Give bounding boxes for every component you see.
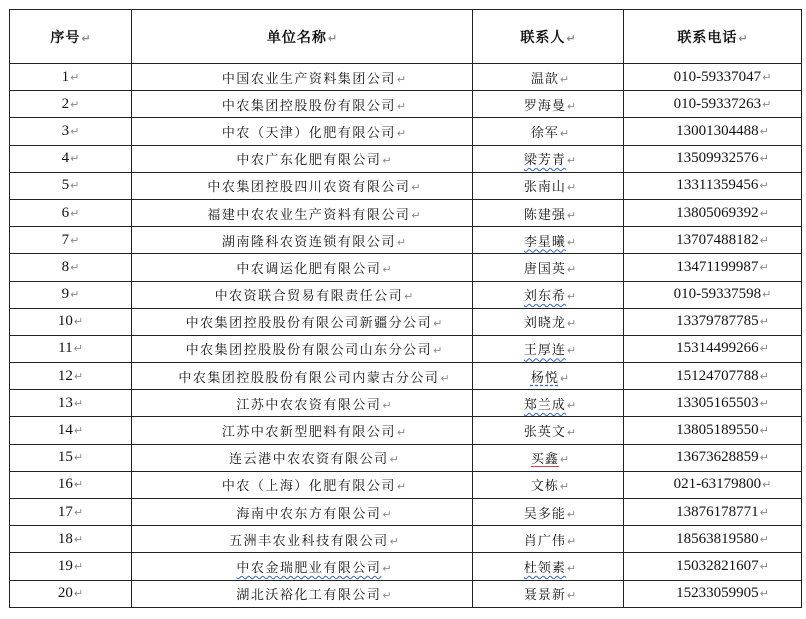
cell-index — [10, 526, 132, 553]
cell-index-text: 17 — [57, 503, 73, 520]
return-mark: ↵ — [73, 478, 84, 492]
cell-phone-text: 13509932576 — [676, 150, 759, 167]
cell-contact-text: 王厚连 — [523, 343, 566, 359]
return-mark: ↵ — [433, 317, 443, 331]
cell-unit-name-text: 中农广东化肥有限公司 — [236, 153, 382, 169]
cell-index — [10, 363, 132, 390]
table-row — [10, 227, 802, 254]
header-contact: 联系人↵ — [473, 10, 624, 64]
return-mark: ↵ — [759, 532, 769, 546]
cell-phone-text: 15314499266 — [676, 340, 759, 357]
return-mark: ↵ — [73, 396, 84, 410]
cell-phone-text: 13673628859 — [676, 449, 759, 466]
table-row — [10, 172, 802, 199]
return-mark: ↵ — [759, 342, 769, 356]
return-mark: ↵ — [73, 451, 84, 465]
table-row — [10, 444, 802, 471]
cell-index — [10, 172, 132, 199]
cell-unit-name-text: 中农调运化肥有限公司 — [236, 261, 382, 277]
return-mark: ↵ — [411, 181, 421, 195]
cell-phone — [624, 199, 802, 226]
table-row — [10, 580, 802, 607]
cell-unit-name — [132, 308, 473, 335]
return-mark: ↵ — [440, 371, 450, 385]
return-mark: ↵ — [396, 480, 407, 494]
return-mark: ↵ — [396, 99, 407, 113]
cell-index — [10, 444, 132, 471]
cell-unit-name-text: 海南中农东方有限公司 — [236, 506, 382, 522]
cell-index — [10, 335, 132, 362]
cell-unit-name — [132, 145, 473, 172]
cell-contact-text: 买鑫 — [530, 452, 559, 468]
return-mark: ↵ — [411, 208, 421, 222]
header-unit-name: 单位名称↵ — [132, 10, 473, 64]
cell-contact — [473, 526, 624, 553]
return-mark: ↵ — [759, 233, 769, 247]
cell-index-text: 10 — [57, 313, 73, 330]
cell-phone — [624, 417, 802, 444]
return-mark: ↵ — [759, 559, 769, 573]
return-mark: ↵ — [759, 124, 769, 138]
return-mark: ↵ — [759, 505, 769, 519]
return-mark: ↵ — [73, 342, 83, 356]
return-mark: ↵ — [762, 288, 772, 302]
cell-unit-name — [132, 363, 473, 390]
cell-index-text: 14 — [57, 422, 73, 439]
return-mark: ↵ — [566, 426, 577, 440]
table-row — [10, 308, 802, 335]
cell-phone — [624, 553, 802, 580]
return-mark: ↵ — [382, 507, 392, 521]
cell-index-text: 16 — [57, 476, 73, 493]
cell-contact — [473, 64, 624, 91]
cell-contact-text: 文栋 — [530, 479, 559, 495]
return-mark: ↵ — [382, 262, 392, 276]
cell-contact — [473, 363, 624, 390]
cell-index — [10, 417, 132, 444]
return-mark: ↵ — [762, 478, 772, 492]
table-row — [10, 526, 802, 553]
cell-unit-name-text: 中国农业生产资料集团公司 — [221, 71, 396, 87]
return-mark: ↵ — [73, 369, 84, 383]
return-mark: ↵ — [70, 233, 80, 247]
cell-index-text: 13 — [57, 394, 73, 411]
return-mark: ↵ — [759, 315, 769, 329]
cell-unit-name-text: 中农金瑞肥业有限公司 — [236, 560, 382, 576]
cell-contact-text: 陈建强 — [523, 207, 566, 223]
cell-unit-name-text: 中农集团控股四川农资有限公司 — [207, 180, 411, 196]
return-mark: ↵ — [382, 398, 392, 412]
table-header-row — [10, 10, 802, 64]
cell-unit-name-text: 中农集团控股股份有限公司新疆分公司 — [185, 316, 433, 332]
cell-phone — [624, 281, 802, 308]
return-mark: ↵ — [559, 371, 570, 385]
cell-unit-name-text: 湖南隆科农资连锁有限公司 — [221, 234, 396, 250]
return-mark: ↵ — [759, 451, 769, 465]
cell-index-text: 11 — [58, 340, 73, 357]
cell-phone-text: 010-59337047 — [673, 68, 762, 85]
cell-unit-name — [132, 335, 473, 362]
cell-contact — [473, 471, 624, 498]
cell-contact-text: 刘东希 — [523, 289, 566, 305]
cell-phone — [624, 471, 802, 498]
cell-contact — [473, 118, 624, 145]
cell-contact-text: 吴多能 — [523, 506, 566, 522]
return-mark: ↵ — [70, 97, 80, 111]
cell-contact — [473, 308, 624, 335]
return-mark: ↵ — [73, 315, 84, 329]
cell-phone-text: 18563819580 — [676, 530, 759, 547]
header-index: 序号↵ — [10, 10, 132, 64]
return-mark: ↵ — [566, 235, 577, 249]
return-mark: ↵ — [389, 534, 399, 548]
cell-unit-name — [132, 526, 473, 553]
cell-phone-text: 15124707788 — [676, 367, 759, 384]
return-mark: ↵ — [566, 181, 577, 195]
cell-contact — [473, 553, 624, 580]
cell-contact-text: 罗海曼 — [523, 98, 566, 114]
cell-phone-text: 010-59337598 — [673, 286, 762, 303]
cell-contact-text: 郑兰成 — [523, 397, 566, 413]
cell-contact-text: 梁芳青 — [523, 153, 566, 169]
cell-contact-text: 聂景新 — [523, 588, 566, 604]
return-mark: ↵ — [70, 288, 80, 302]
cell-index — [10, 390, 132, 417]
return-mark: ↵ — [566, 99, 577, 113]
cell-phone-text: 13805189550 — [676, 422, 759, 439]
table-row — [10, 471, 802, 498]
cell-phone — [624, 526, 802, 553]
table-body — [10, 64, 802, 608]
cell-unit-name — [132, 444, 473, 471]
cell-contact-text: 李星曦 — [523, 234, 566, 250]
return-mark: ↵ — [73, 532, 84, 546]
return-mark: ↵ — [73, 587, 84, 601]
cell-index — [10, 64, 132, 91]
cell-unit-name — [132, 64, 473, 91]
cell-phone-text: 15233059905 — [676, 585, 759, 602]
cell-unit-name-text: 福建中农农业生产资料有限公司 — [207, 207, 411, 223]
cell-phone-text: 13001304488 — [676, 122, 759, 139]
return-mark: ↵ — [70, 206, 80, 220]
header-phone: 联系电话↵ — [624, 10, 802, 64]
cell-contact — [473, 145, 624, 172]
cell-unit-name-text: 中农集团控股股份有限公司内蒙古分公司 — [178, 370, 440, 386]
cell-phone — [624, 363, 802, 390]
return-mark: ↵ — [762, 97, 772, 111]
cell-phone — [624, 64, 802, 91]
cell-unit-name-text: 中农资联合贸易有限责任公司 — [214, 289, 404, 305]
cell-index — [10, 471, 132, 498]
return-mark: ↵ — [559, 453, 570, 467]
cell-contact-text: 唐国英 — [523, 261, 566, 277]
cell-unit-name — [132, 227, 473, 254]
cell-unit-name — [132, 254, 473, 281]
table-row — [10, 145, 802, 172]
cell-phone — [624, 444, 802, 471]
cell-contact — [473, 417, 624, 444]
return-mark: ↵ — [559, 72, 570, 86]
cell-index-text: 20 — [57, 585, 73, 602]
cell-contact-text: 刘晓龙 — [523, 316, 566, 332]
cell-contact — [473, 227, 624, 254]
cell-index-text: 8 — [61, 258, 70, 275]
cell-contact — [473, 172, 624, 199]
return-mark: ↵ — [404, 290, 414, 304]
cell-contact — [473, 254, 624, 281]
cell-contact — [473, 580, 624, 607]
return-mark: ↵ — [566, 534, 577, 548]
cell-index-text: 18 — [57, 530, 73, 547]
cell-unit-name-text: 中农集团控股股份有限公司山东分公司 — [185, 343, 433, 359]
return-mark: ↵ — [566, 154, 577, 168]
cell-index-text: 4 — [61, 150, 70, 167]
cell-phone — [624, 390, 802, 417]
cell-contact — [473, 281, 624, 308]
return-mark: ↵ — [566, 317, 577, 331]
table-row — [10, 499, 802, 526]
table-row — [10, 335, 802, 362]
return-mark: ↵ — [759, 396, 769, 410]
cell-index — [10, 199, 132, 226]
table-row — [10, 254, 802, 281]
cell-index-text: 2 — [61, 95, 70, 112]
cell-index — [10, 118, 132, 145]
table-row — [10, 64, 802, 91]
return-mark: ↵ — [566, 561, 577, 575]
return-mark: ↵ — [759, 206, 769, 220]
cell-unit-name — [132, 281, 473, 308]
return-mark: ↵ — [566, 208, 577, 222]
return-mark: ↵ — [70, 152, 80, 166]
cell-phone — [624, 254, 802, 281]
return-mark: ↵ — [759, 152, 769, 166]
return-mark: ↵ — [382, 154, 392, 168]
cell-phone — [624, 118, 802, 145]
table-row — [10, 553, 802, 580]
cell-phone — [624, 172, 802, 199]
cell-index-text: 12 — [57, 367, 73, 384]
cell-unit-name — [132, 417, 473, 444]
cell-phone-text: 13805069392 — [676, 204, 759, 221]
cell-index — [10, 499, 132, 526]
cell-index — [10, 254, 132, 281]
cell-unit-name-text: 江苏中农农资有限公司 — [236, 397, 382, 413]
return-mark: ↵ — [759, 369, 769, 383]
table-row — [10, 417, 802, 444]
return-mark: ↵ — [70, 124, 80, 138]
return-mark: ↵ — [759, 424, 769, 438]
cell-phone — [624, 580, 802, 607]
cell-phone-text: 15032821607 — [676, 557, 759, 574]
cell-unit-name-text: 中农集团控股股份有限公司 — [221, 98, 396, 114]
return-mark: ↵ — [389, 453, 399, 467]
cell-index-text: 1 — [61, 68, 70, 85]
cell-contact — [473, 91, 624, 118]
cell-contact — [473, 390, 624, 417]
cell-contact-text: 徐军 — [530, 125, 559, 141]
cell-contact-text: 杜领素 — [523, 560, 566, 576]
cell-phone — [624, 91, 802, 118]
cell-phone — [624, 335, 802, 362]
cell-index-text: 7 — [61, 231, 70, 248]
return-mark: ↵ — [759, 260, 769, 274]
return-mark: ↵ — [396, 72, 407, 86]
return-mark: ↵ — [396, 235, 407, 249]
contact-table-sheet — [9, 9, 801, 613]
cell-unit-name — [132, 471, 473, 498]
cell-phone-text: 13471199987 — [676, 258, 759, 275]
cell-unit-name — [132, 91, 473, 118]
cell-unit-name-text: 江苏中农新型肥料有限公司 — [221, 425, 396, 441]
cell-index — [10, 580, 132, 607]
cell-unit-name — [132, 580, 473, 607]
return-mark: ↵ — [73, 505, 84, 519]
cell-phone — [624, 308, 802, 335]
cell-index — [10, 227, 132, 254]
return-mark: ↵ — [559, 126, 570, 140]
return-mark: ↵ — [73, 424, 84, 438]
table-row — [10, 281, 802, 308]
table-row — [10, 363, 802, 390]
cell-phone — [624, 145, 802, 172]
cell-contact — [473, 499, 624, 526]
cell-phone-text: 13379787785 — [676, 313, 759, 330]
cell-contact-text: 张南山 — [523, 180, 566, 196]
cell-unit-name — [132, 553, 473, 580]
return-mark: ↵ — [382, 589, 392, 603]
return-mark: ↵ — [382, 561, 392, 575]
cell-phone — [624, 499, 802, 526]
cell-index — [10, 145, 132, 172]
cell-contact — [473, 335, 624, 362]
cell-unit-name-text: 中农（上海）化肥有限公司 — [221, 479, 396, 495]
cell-contact — [473, 199, 624, 226]
return-mark: ↵ — [759, 179, 769, 193]
cell-index-text: 9 — [61, 286, 70, 303]
return-mark: ↵ — [396, 126, 407, 140]
cell-index-text: 3 — [61, 122, 70, 139]
table-row — [10, 390, 802, 417]
cell-index-text: 15 — [57, 449, 73, 466]
cell-unit-name — [132, 172, 473, 199]
cell-index-text: 5 — [61, 177, 70, 194]
return-mark: ↵ — [70, 70, 80, 84]
return-mark: ↵ — [433, 344, 443, 358]
cell-contact-text: 张英文 — [523, 425, 566, 441]
cell-contact-text: 杨悦 — [530, 370, 559, 386]
cell-unit-name-text: 连云港中农农资有限公司 — [229, 452, 389, 468]
return-mark: ↵ — [70, 179, 80, 193]
cell-phone — [624, 227, 802, 254]
cell-unit-name — [132, 499, 473, 526]
contact-table — [9, 9, 802, 608]
cell-phone-text: 021-63179800 — [673, 476, 762, 493]
cell-index — [10, 281, 132, 308]
return-mark: ↵ — [566, 507, 577, 521]
return-mark: ↵ — [762, 70, 772, 84]
table-row — [10, 118, 802, 145]
cell-index-text: 6 — [61, 204, 70, 221]
cell-phone-text: 13311359456 — [676, 177, 759, 194]
cell-index — [10, 308, 132, 335]
return-mark: ↵ — [396, 426, 407, 440]
return-mark: ↵ — [566, 398, 577, 412]
cell-unit-name — [132, 390, 473, 417]
return-mark: ↵ — [73, 559, 84, 573]
return-mark: ↵ — [566, 589, 577, 603]
cell-contact-text: 温歆 — [530, 71, 559, 87]
cell-index — [10, 91, 132, 118]
cell-unit-name-text: 五洲丰农业科技有限公司 — [229, 533, 389, 549]
cell-contact — [473, 444, 624, 471]
cell-unit-name-text: 湖北沃裕化工有限公司 — [236, 588, 382, 604]
cell-index-text: 19 — [57, 557, 73, 574]
cell-unit-name — [132, 199, 473, 226]
cell-phone-text: 13876178771 — [676, 503, 759, 520]
return-mark: ↵ — [70, 260, 80, 274]
cell-phone-text: 13305165503 — [676, 394, 759, 411]
return-mark: ↵ — [566, 344, 577, 358]
return-mark: ↵ — [566, 262, 577, 276]
return-mark: ↵ — [566, 290, 577, 304]
table-row — [10, 91, 802, 118]
cell-unit-name — [132, 118, 473, 145]
table-row — [10, 199, 802, 226]
return-mark: ↵ — [759, 587, 769, 601]
return-mark: ↵ — [559, 480, 570, 494]
cell-contact-text: 肖广伟 — [523, 533, 566, 549]
cell-phone-text: 13707488182 — [676, 231, 759, 248]
cell-index — [10, 553, 132, 580]
cell-phone-text: 010-59337263 — [673, 95, 762, 112]
cell-unit-name-text: 中农（天津）化肥有限公司 — [221, 125, 396, 141]
